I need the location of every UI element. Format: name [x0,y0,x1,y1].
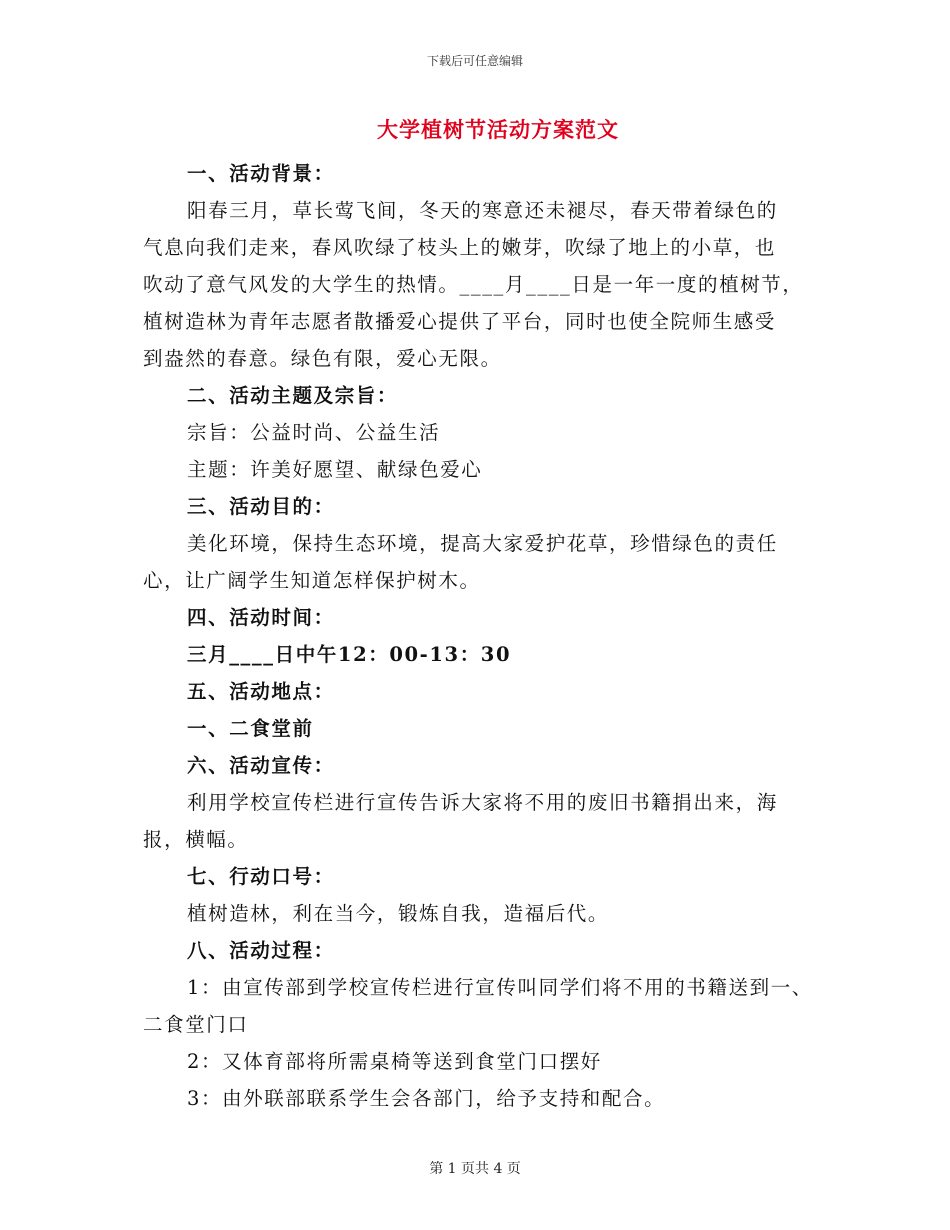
header-note: 下载后可任意编辑 [426,54,523,68]
paragraph-line: 植树造林，利在当今，锻炼自我，造福后代。 [187,902,610,925]
document-title: 大学植树节活动方案范文 [377,117,619,142]
section-heading: 三、活动目的： [187,495,335,518]
paragraph-line: 心，让广阔学生知道怎样保护树木。 [143,569,481,592]
document-body [143,155,823,1117]
section-heading: 一、二食堂前 [187,717,314,740]
paragraph-line: 阳春三月，草长莺飞间，冬天的寒意还未褪尽，春天带着绿色的 [187,199,778,222]
paragraph-line: 吹动了意气风发的大学生的热情。____月____日是一年一度的植树节， [143,273,804,296]
paragraph-line: 宗旨：公益时尚、公益生活 [187,421,441,444]
section-heading: 三月____日中午12：00-13：30 [187,643,512,666]
paragraph-line: 美化环境，保持生态环境，提高大家爱护花草，珍惜绿色的责任 [187,532,778,555]
paragraph-line: 2：又体育部将所需桌椅等送到食堂门口摆好 [187,1050,602,1073]
paragraph-line: 3：由外联部联系学生会各部门，给予支持和配合。 [187,1087,666,1110]
section-heading: 五、活动地点： [187,680,335,703]
section-heading: 七、行动口号： [187,865,335,888]
paragraph-line: 植树造林为青年志愿者散播爱心提供了平台，同时也使全院师生感受 [143,310,777,333]
section-heading: 一、活动背景： [187,162,335,185]
section-heading: 四、活动时间： [187,606,335,629]
paragraph-line: 气息向我们走来，春风吹绿了枝头上的嫩芽，吹绿了地上的小草，也 [143,236,777,259]
section-heading: 二、活动主题及宗旨： [187,384,399,407]
paragraph-line: 利用学校宣传栏进行宣传告诉大家将不用的废旧书籍捐出来，海 [187,791,778,814]
paragraph-line: 主题：许美好愿望、献绿色爱心 [187,458,483,481]
paragraph-line: 1：由宣传部到学校宣传栏进行宣传叫同学们将不用的书籍送到一、 [187,976,813,999]
section-heading: 八、活动过程： [187,939,335,962]
page-number-footer: 第 1 页共 4 页 [429,1161,521,1177]
paragraph-line: 报，横幅。 [143,828,249,851]
paragraph-line: 二食堂门口 [143,1013,249,1036]
paragraph-line: 到盎然的春意。绿色有限，爱心无限。 [143,347,502,370]
section-heading: 六、活动宣传： [187,754,335,777]
